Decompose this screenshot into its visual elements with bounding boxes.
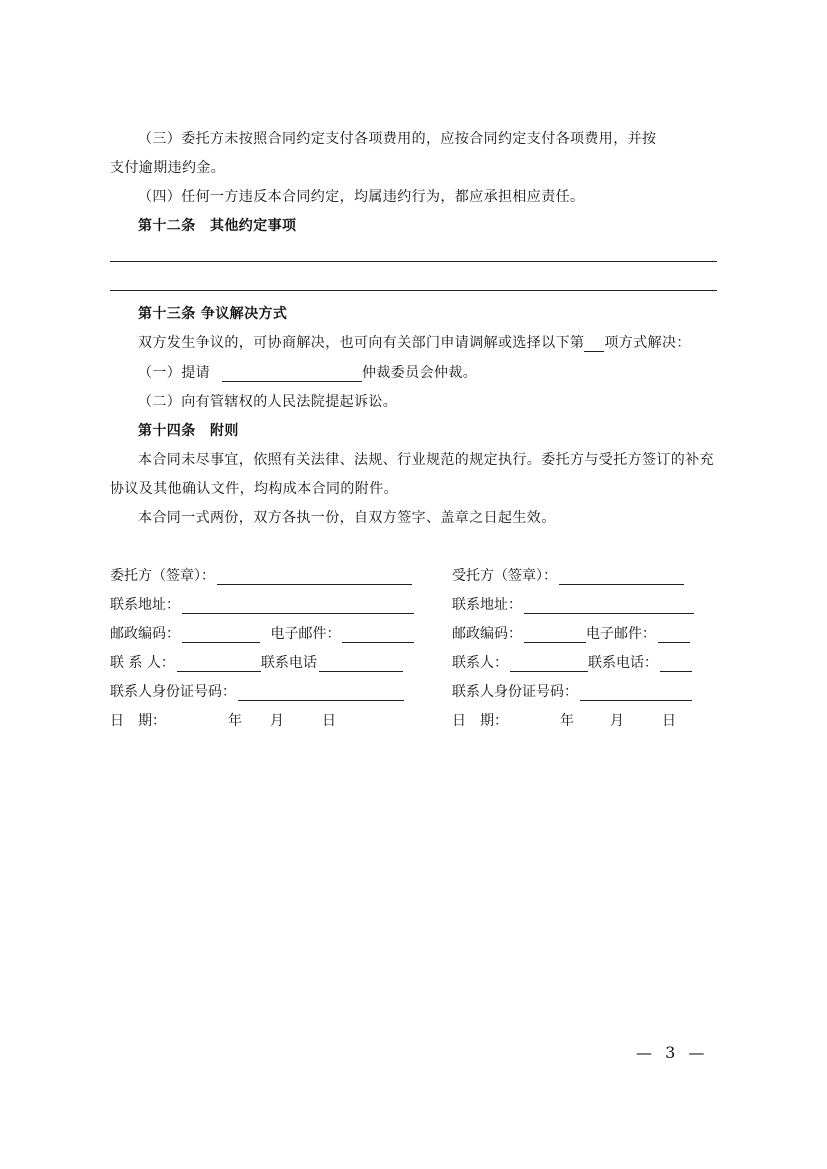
option-number-blank — [584, 336, 604, 352]
trustee-phone-label: 联系电话： — [588, 655, 658, 671]
trustee-phone-blank — [660, 656, 692, 672]
client-id-row — [110, 681, 404, 701]
trustee-contact-label: 联系人： — [452, 655, 508, 671]
option-1 — [138, 362, 477, 382]
client-date-label: 日 期： — [110, 713, 166, 729]
article-14-p1-line1: 本合同未尽事宜，依照有关法律、法规、行业规范的规定执行。委托方与受托方签订的补充 — [138, 452, 714, 468]
article-13-heading: 第十三条 争议解决方式 — [138, 306, 288, 322]
client-address-blank — [182, 598, 414, 614]
client-signature-blank — [217, 569, 412, 585]
trustee-address-blank — [524, 598, 694, 614]
clause-3-line2: 支付逾期违约金。 — [110, 160, 226, 176]
option-2: （二）向有管辖权的人民法院提起诉讼。 — [138, 394, 398, 410]
option-1-pre: （一）提请 — [138, 365, 210, 381]
trustee-date-month: 月 — [610, 713, 624, 729]
trustee-id-label: 联系人身份证号码： — [452, 684, 578, 700]
blank-line-2 — [110, 290, 717, 291]
clause-4: （四）任何一方违反本合同约定，均属违约行为，都应承担相应责任。 — [138, 189, 585, 205]
client-phone-blank — [319, 656, 403, 672]
trustee-id-row — [452, 681, 692, 701]
trustee-address-label: 联系地址： — [452, 597, 522, 613]
trustee-email-blank — [658, 627, 690, 643]
page-number: — 3 — — [636, 1043, 709, 1062]
arbitration-commission-blank — [222, 366, 362, 382]
blank-line-1 — [110, 261, 717, 262]
client-id-blank — [238, 685, 404, 701]
article-14-p2: 本合同一式两份，双方各执一份，自双方签字、盖章之日起生效。 — [138, 510, 556, 526]
trustee-signature-blank — [559, 569, 684, 585]
client-address-row — [110, 594, 414, 614]
trustee-date-year: 年 — [560, 713, 574, 729]
trustee-contact-row — [452, 652, 692, 672]
client-contact-row — [110, 652, 403, 672]
client-date-year: 年 — [228, 713, 242, 729]
client-postcode-label: 邮政编码： — [110, 626, 180, 642]
article-14-heading: 第十四条 附则 — [138, 423, 239, 439]
client-contact-label: 联 系 人： — [110, 655, 175, 671]
clause-3-line1: （三）委托方未按照合同约定支付各项费用的，应按合同约定支付各项费用，并按 — [138, 131, 657, 147]
client-postcode-row — [110, 623, 414, 643]
client-id-label: 联系人身份证号码： — [110, 684, 236, 700]
trustee-postcode-blank — [524, 627, 586, 643]
trustee-contact-blank — [510, 656, 588, 672]
option-1-post: 仲裁委员会仲裁。 — [362, 365, 478, 381]
article-13-text-pre: 双方发生争议的，可协商解决，也可向有关部门申请调解或选择以下第 — [138, 335, 585, 351]
trustee-address-row — [452, 594, 694, 614]
client-address-label: 联系地址： — [110, 597, 180, 613]
client-date-row — [110, 710, 430, 730]
client-phone-label: 联系电话 — [260, 655, 317, 671]
trustee-date-day: 日 — [662, 713, 676, 729]
client-party-label: 委托方（签章）： — [110, 568, 215, 584]
trustee-postcode-label: 邮政编码： — [452, 626, 522, 642]
article-14-p1-line2: 协议及其他确认文件，均构成本合同的附件。 — [110, 481, 398, 497]
client-postcode-blank — [182, 627, 260, 643]
client-email-label: 电子邮件： — [270, 626, 341, 642]
trustee-postcode-row — [452, 623, 690, 643]
article-13-text — [138, 332, 691, 352]
client-date-month: 月 — [270, 713, 284, 729]
trustee-party-label: 受托方（签章）： — [452, 568, 557, 584]
client-email-blank — [342, 627, 414, 643]
client-date-day: 日 — [322, 713, 336, 729]
trustee-email-label: 电子邮件： — [586, 626, 656, 642]
article-13-text-post: 项方式解决： — [604, 335, 691, 351]
trustee-date-label: 日 期： — [452, 713, 508, 729]
article-12-heading: 第十二条 其他约定事项 — [138, 218, 297, 234]
trustee-date-row — [452, 710, 732, 730]
client-contact-blank — [177, 656, 261, 672]
trustee-id-blank — [580, 685, 692, 701]
client-signature-row — [110, 565, 412, 585]
trustee-signature-row — [452, 565, 684, 585]
